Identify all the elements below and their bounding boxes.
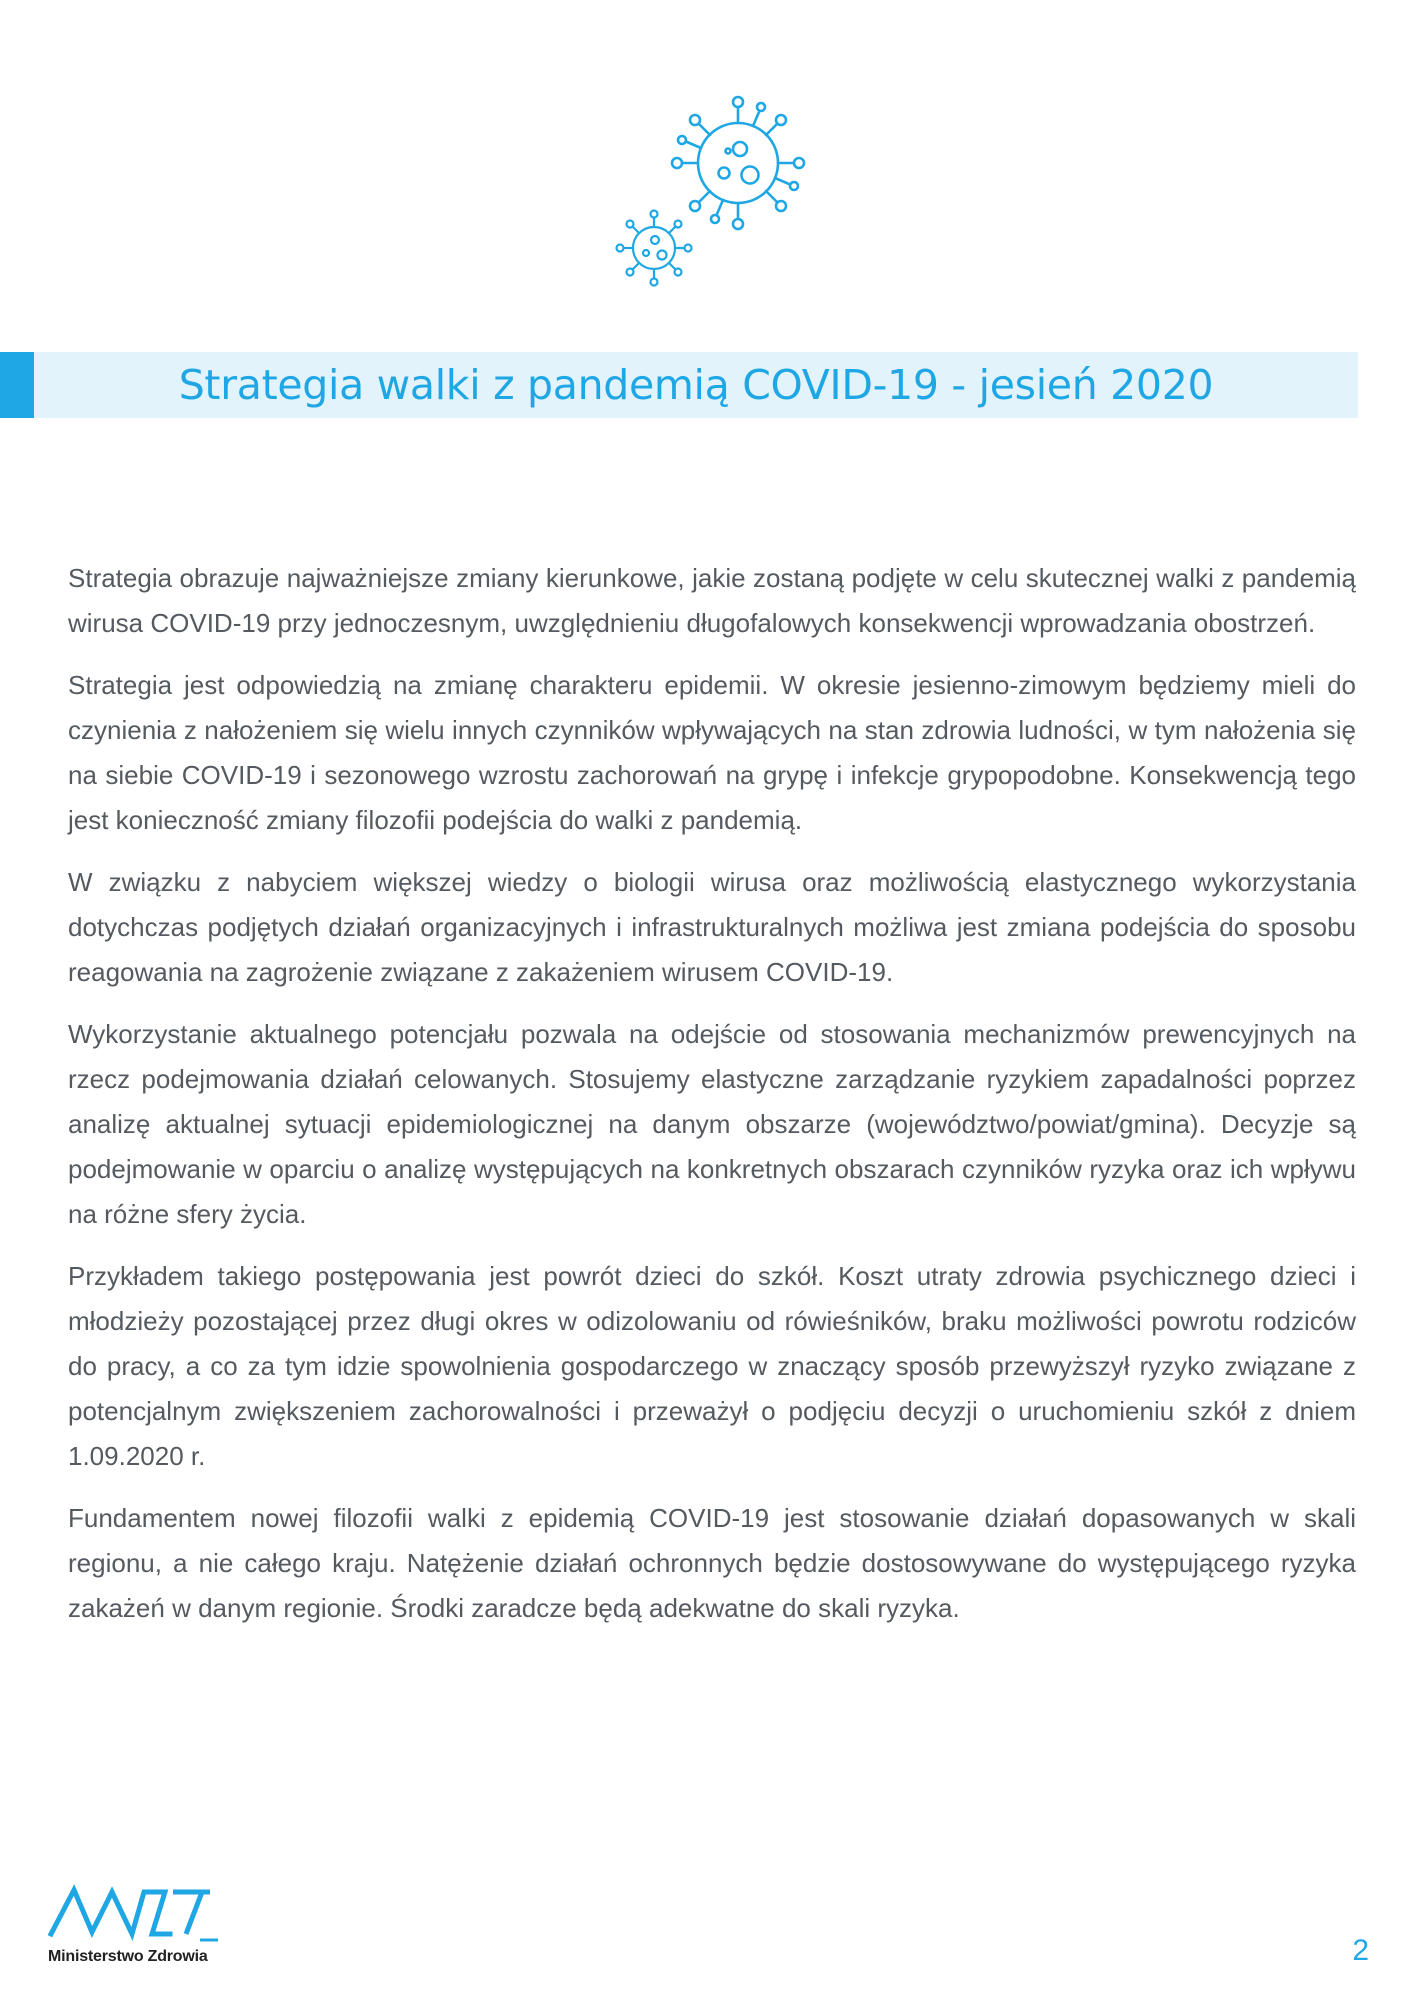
paragraph-5: Przykładem takiego postępowania jest powrót dzieci do szkół. Koszt utraty zdrowia psychicznego dzieci i młodzieży pozostającej przez długi okres w odizolowaniu od rówieśników, braku możliwości powrotu rodziców do pracy, a co za tym idzie spowolnienia gospodarczego w znaczący sposób przewyższył ryzyko związane z potencjalnym zwiększeniem zachorowalności i przeważył o podjęciu decyzji o uruchomieniu szkół z dniem 1.09.2020 r. <box>68 1261 1356 1471</box>
page-title: Strategia walki z pandemią COVID-19 - jesień 2020 <box>178 361 1214 409</box>
page-number: 2 <box>1352 1934 1369 1967</box>
virus-illustration <box>600 85 810 295</box>
logo-caption: Ministerstwo Zdrowia <box>48 1948 208 1965</box>
small-virus-icon <box>617 211 692 286</box>
paragraph-6: Fundamentem nowej filozofii walki z epidemią COVID-19 jest stosowanie działań dopasowanych w skali regionu, a nie całego kraju. Natężenie działań ochronnych będzie dostosowywane do występującego ryzyka zakażeń w danym regionie. Środki zaradcze będą adekwatne do skali ryzyka. <box>68 1503 1356 1623</box>
ministry-logo-icon <box>48 1880 223 1944</box>
title-accent-bar <box>0 352 34 418</box>
body-text <box>68 556 1356 1648</box>
ministry-logo <box>48 1880 230 1970</box>
title-band <box>0 352 1358 418</box>
paragraph-2: Strategia jest odpowiedzią na zmianę charakteru epidemii. W okresie jesienno-zimowym będziemy mieli do czynienia z nałożeniem się wielu innych czynników wpływających na stan zdrowia ludności, w tym nałożenia się na siebie COVID-19 i sezonowego wzrostu zachorowań na grypę i infekcje grypopodobne. Konsekwencją tego jest konieczność zmiany filozofii podejścia do walki z pandemią. <box>68 670 1356 835</box>
paragraph-3: W związku z nabyciem większej wiedzy o biologii wirusa oraz możliwością elastycznego wykorzystania dotychczas podjętych działań organizacyjnych i infrastrukturalnych możliwa jest zmiana podejścia do sposobu reagowania na zagrożenie związane z zakażeniem wirusem COVID-19. <box>68 867 1356 987</box>
paragraph-4: Wykorzystanie aktualnego potencjału pozwala na odejście od stosowania mechanizmów prewencyjnych na rzecz podejmowania działań celowanych. Stosujemy elastyczne zarządzanie ryzykiem zapadalności poprzez analizę aktualnej sytuacji epidemiologicznej na danym obszarze (województwo/powiat/gmina). Decyzje są podejmowanie w oparciu o analizę występujących na konkretnych obszarach czynników ryzyka oraz ich wpływu na różne sfery życia. <box>68 1019 1356 1229</box>
large-virus-icon <box>672 97 804 229</box>
paragraph-1: Strategia obrazuje najważniejsze zmiany kierunkowe, jakie zostaną podjęte w celu skutecznej walki z pandemią wirusa COVID-19 przy jednoczesnym, uwzględnieniu długofalowych konsekwencji wprowadzania obostrzeń. <box>68 563 1356 638</box>
